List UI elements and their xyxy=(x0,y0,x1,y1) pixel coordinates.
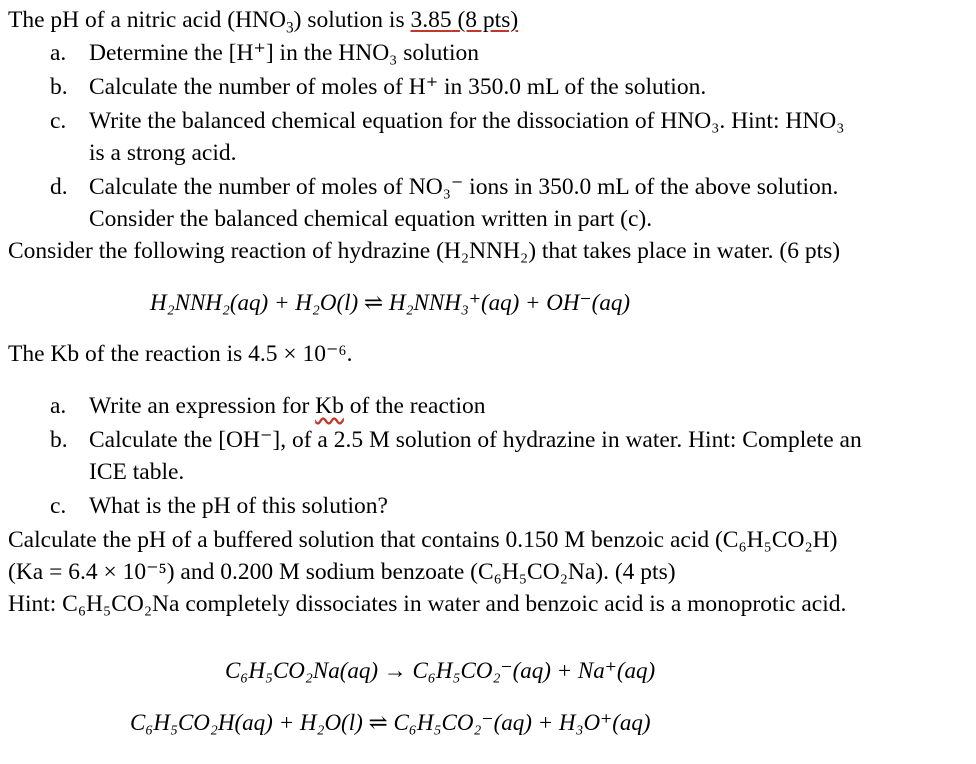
q2-item-a-text: Write an expression for Kb of the reaction xyxy=(89,393,486,419)
q1-item-a-text: Determine the [H⁺] in the HNO₃ solution xyxy=(89,40,479,66)
question-3-line-1: Calculate the pH of a buffered solution that contains 0.150 M benzoic acid (C₆H₅CO₂H) xyxy=(8,527,838,553)
benzoate-dissociation-equation: C₆H₅CO₂Na(aq) → C₆H₅CO₂⁻(aq) + Na⁺(aq) xyxy=(225,658,656,683)
question-2-stem: Consider the following reaction of hydrazine (H₂NNH₂) that takes place in water. (6 pts) xyxy=(8,238,841,264)
question-1-stem: The pH of a nitric acid $(HNO_3)$ solution is 3.85 (8 pts) xyxy=(8,7,519,37)
q1-item-b-text: Calculate the number of moles of H⁺ in 350.0 mL of the solution. xyxy=(89,74,707,100)
kb-statement: The Kb of the reaction is 4.5 × 10⁻⁶. xyxy=(8,341,353,367)
q1-item-d-label: d. xyxy=(50,174,68,200)
q2-item-c-text: What is the pH of this solution? xyxy=(89,493,388,519)
question-3-line-2: (Ka = 6.4 × 10⁻⁵) and 0.200 M sodium benzoate (C₆H₅CO₂Na). (4 pts) xyxy=(8,559,676,585)
q1-item-d-text: Calculate the number of moles of NO₃⁻ ions in 350.0 mL of the above solution. xyxy=(89,174,839,200)
q1-item-a-label: a. xyxy=(50,40,67,66)
q1-item-c-text-cont: is a strong acid. xyxy=(89,140,237,166)
q2-item-a-label: a. xyxy=(50,393,67,419)
hydrazine-equation: H₂NNH₂(aq) + H₂O(l) ⇌ H₂NNH₃⁺(aq) + OH⁻(aq) xyxy=(150,290,630,315)
q2-item-b-text-cont: ICE table. xyxy=(89,459,185,485)
ph-value: 3.85 xyxy=(410,7,452,33)
q2-item-b-label: b. xyxy=(50,427,68,453)
benzoic-acid-equilibrium-equation: C₆H₅CO₂H(aq) + H₂O(l) ⇌ C₆H₅CO₂⁻(aq) + H₃O⁺(aq) xyxy=(130,710,651,735)
q2-item-c-label: c. xyxy=(50,493,67,519)
q1-item-c-text: Write the balanced chemical equation for the dissociation of HNO₃. Hint: HNO₃ xyxy=(89,108,845,134)
q1-item-c-label: c. xyxy=(50,108,67,134)
q1-item-b-label: b. xyxy=(50,74,68,100)
question-3-hint: Hint: C₆H₅CO₂Na completely dissociates in water and benzoic acid is a monoprotic acid. xyxy=(8,591,847,617)
kb-term: Kb xyxy=(315,393,344,419)
q1-item-d-text-cont: Consider the balanced chemical equation written in part (c). xyxy=(89,206,653,232)
q2-item-b-text: Calculate the [OH⁻], of a 2.5 M solution of hydrazine in water. Hint: Complete an xyxy=(89,427,862,453)
